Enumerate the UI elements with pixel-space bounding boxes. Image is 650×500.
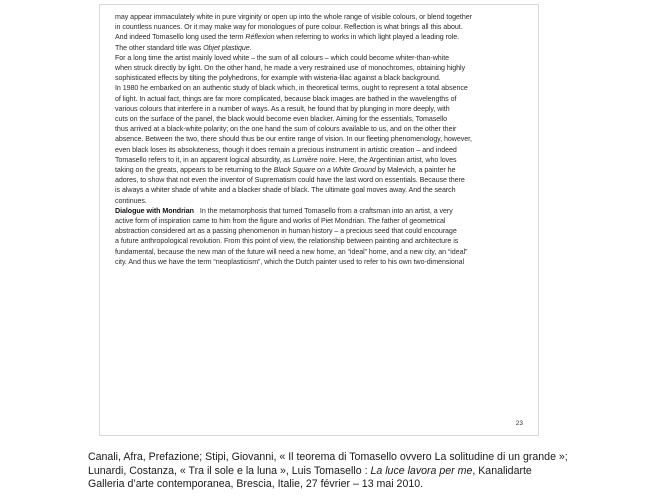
body-text-line (115, 145, 527, 155)
text-run: of light. In actual fact, things are far more complicated, because black images are bathed in the wavelengths of (115, 94, 457, 103)
text-run: when referring to works in which light played a leading role. (274, 33, 460, 42)
body-text-line (115, 94, 527, 104)
page-body-text (115, 12, 527, 267)
body-text-line (115, 206, 527, 216)
section-heading: Dialogue with Mondrian (115, 206, 194, 215)
body-text-line (115, 236, 527, 246)
body-text-line (115, 134, 527, 144)
italic-title: Lumière noire (292, 155, 336, 164)
body-text-line (115, 196, 527, 206)
text-run: sophisticated effects by tilting the polyhedrons, for example with wisteria-lilac against a black background. (115, 74, 441, 83)
body-text-line (115, 83, 527, 93)
body-text-line (115, 114, 527, 124)
italic-title: Objet plastique (203, 43, 250, 52)
caption-line (88, 478, 648, 492)
text-run: a future anthropological revolution. From this point of view, the relationship between painting and architecture is (115, 237, 459, 246)
body-text-line (115, 226, 527, 236)
caption-line (88, 465, 648, 479)
body-text-line (115, 53, 527, 63)
body-text-line (115, 216, 527, 226)
text-run: And indeed Tomasello long used the term (115, 33, 246, 42)
body-text-line (115, 73, 527, 83)
body-text-line (115, 22, 527, 32)
body-text-line (115, 124, 527, 134)
text-run: Tomasello refers to it, in an apparent logical absurdity, as (115, 155, 293, 164)
caption-line (88, 451, 648, 465)
body-text-line (115, 43, 527, 53)
italic-title: Black Square on a White Ground (273, 166, 376, 175)
source-caption (88, 451, 648, 492)
body-text-line (115, 247, 527, 257)
text-run: For a long time the artist mainly loved white – the sum of all colours – which could become whiter-than-white (115, 53, 450, 62)
body-text-line (115, 104, 527, 114)
text-run: active form of inspiration came to him from the figure and works of Piet Mondrian. The father of geometrical (115, 217, 446, 226)
text-run: by Malevich, a painter he (375, 166, 456, 175)
text-run: even black loses its absoluteness, though it does remain a precious instrument in artistic creation – and indeed (115, 145, 457, 154)
text-run: various colours that interfere in a number of ways. As a result, he found that by plunging in more deeply, with (115, 104, 450, 113)
text-run: Lunardi, Costanza, « Tra il sole e la luna », Luis Tomasello : (88, 464, 371, 477)
text-run: city. And thus we have the term “neoplasticism”, which the Dutch painter used to refer to his own two-dimensional (115, 257, 465, 266)
text-run: abstraction considered art as a passing phenomenon in human history – a precious seed that could encourage (115, 227, 457, 236)
body-text-line (115, 165, 527, 175)
text-run: Galleria d’arte contemporanea, Brescia, Italie, 27 février – 13 mai 2010. (88, 478, 424, 491)
body-text-line (115, 155, 527, 165)
text-run: , Kanalidarte (472, 464, 532, 477)
body-text-line (115, 63, 527, 73)
text-run: taking on the greats, appears to be returning to the (115, 166, 274, 175)
body-text-line (115, 185, 527, 195)
text-run: Canali, Afra, Prefazione; Stipi, Giovanni, « Il teorema di Tomasello ovvero La solitudine di un grande »; (88, 451, 568, 463)
text-run: In the metamorphosis that turned Tomasello from a craftsman into an artist, a very (199, 206, 453, 215)
text-run: may appear immaculately white in pure virginity or open up into the whole range of visible colours, or blend together (115, 13, 472, 21)
text-run: in countless nuances. Or it may make way for monologues of pure colour. Reflection is what brings all this about. (115, 23, 463, 32)
text-run: continues. (115, 196, 147, 205)
body-text-line (115, 12, 527, 22)
text-run: when struck directly by light. On the other hand, he made a very restrained use of monochromes, obtaining highly (115, 64, 466, 73)
page-number: 23 (515, 420, 523, 427)
body-text-line (115, 32, 527, 42)
scanned-book-page (99, 4, 539, 436)
text-run: adores, to show that not even the inventor of Suprematism could have the last word on essentials. Because there (115, 176, 465, 185)
text-run: is always a whiter shade of white and a blacker shade of black. The ultimate goal moves away. And the search (115, 186, 456, 195)
text-run: absence. Between the two, there should thus be our entire range of vision. In our fleeting phenomenology, however, (115, 135, 472, 144)
text-run: thus arrived at a black-white polarity; on the one hand the sum of colours available to us, and on the other their (115, 125, 457, 134)
text-run: In 1980 he embarked on an authentic study of black which, in theoretical terms, ought to represent a total absence (115, 84, 468, 93)
text-run: cuts on the surface of the panel, the black would become even blacker. Aiming for the essentials, Tomasello (115, 115, 448, 124)
text-run: . Here, the Argentinian artist, who loves (335, 155, 457, 164)
italic-title: La luce lavora per me (370, 464, 473, 477)
text-run: The other standard title was (115, 43, 204, 52)
body-text-line (115, 257, 527, 267)
italic-title: Réflexion (245, 33, 275, 42)
body-text-line (115, 175, 527, 185)
text-run: . (249, 43, 252, 52)
text-run: fundamental, because the new man of the future will need a new home, an “ideal” home, and a new city, an “ideal” (115, 247, 468, 256)
